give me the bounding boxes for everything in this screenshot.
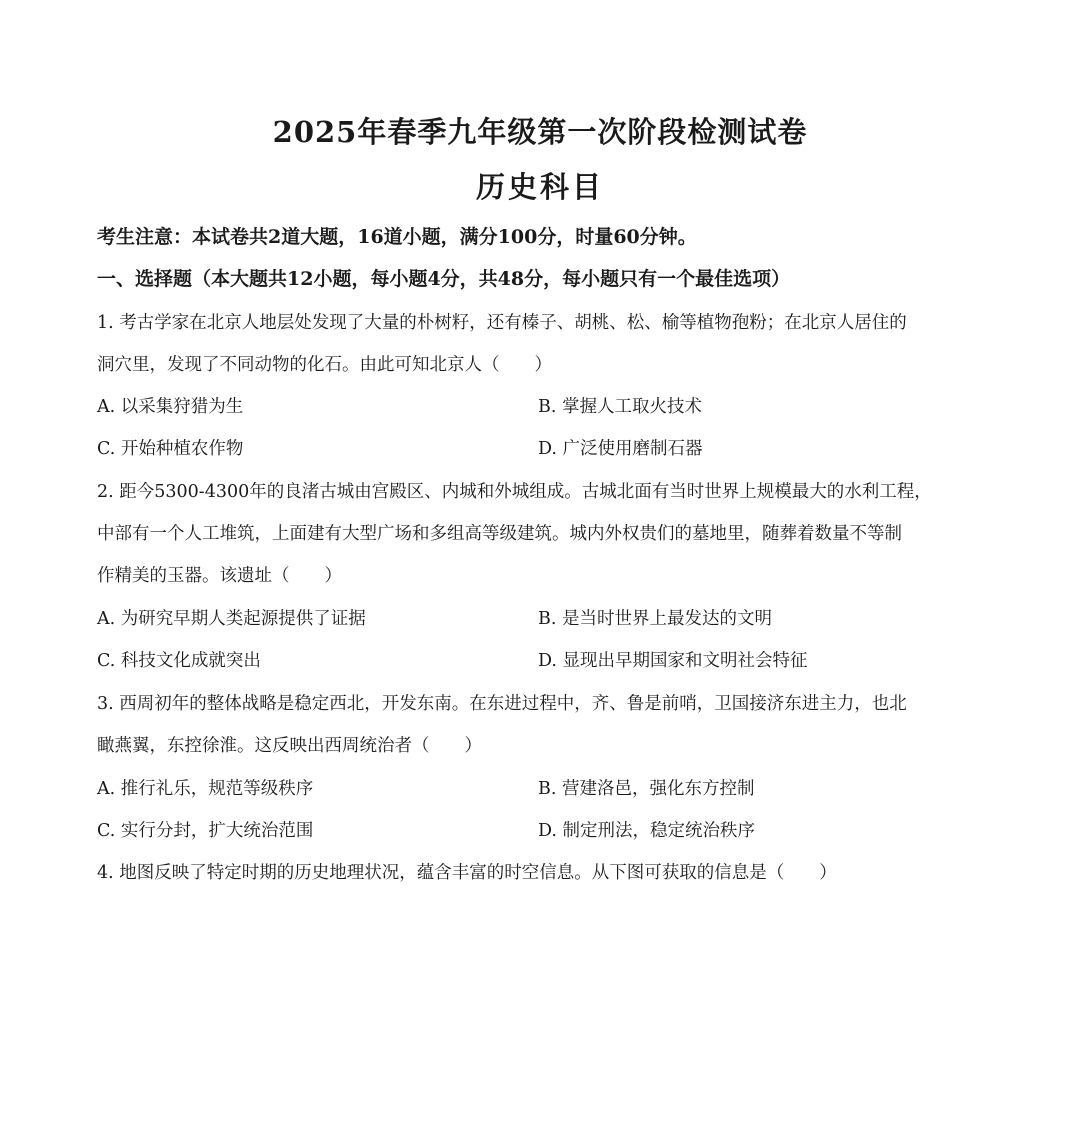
- question-2-option-d: D. 显现出早期国家和文明社会特征: [538, 651, 808, 671]
- question-3-option-a: A. 推行礼乐，规范等级秩序: [97, 779, 314, 799]
- question-2-stem-line-3: 作精美的玉器。该遗址（ ）: [97, 566, 342, 586]
- question-1-stem-line-2: 洞穴里，发现了不同动物的化石。由此可知北京人（ ）: [97, 355, 552, 375]
- question-3-option-c: C. 实行分封，扩大统治范围: [97, 821, 314, 841]
- question-2-stem-line-2: 中部有一个人工堆筑，上面建有大型广场和多组高等级建筑。城内外权贵们的墓地里，随葬着数量不等制: [97, 524, 902, 544]
- exam-title: 2025年春季九年级第一次阶段检测试卷: [272, 115, 808, 149]
- exam-subject: 历史科目: [475, 170, 604, 204]
- question-1-stem-line-1: 1. 考古学家在北京人地层处发现了大量的朴树籽，还有榛子、胡桃、松、榆等植物孢粉；在北京人居住的: [97, 313, 907, 333]
- question-3-stem-line-2: 瞰燕翼，东控徐淮。这反映出西周统治者（ ）: [97, 736, 482, 756]
- question-2-option-a: A. 为研究早期人类起源提供了证据: [97, 609, 366, 629]
- question-2-option-b: B. 是当时世界上最发达的文明: [538, 609, 772, 629]
- question-1-option-a: A. 以采集狩猎为生: [97, 397, 244, 417]
- question-1-option-d: D. 广泛使用磨制石器: [538, 439, 703, 459]
- question-3-stem-line-1: 3. 西周初年的整体战略是稳定西北，开发东南。在东进过程中，齐、鲁是前哨，卫国接济东进主力，也北: [97, 694, 907, 714]
- question-2-option-c: C. 科技文化成就突出: [97, 651, 261, 671]
- question-3-option-d: D. 制定刑法，稳定统治秩序: [538, 821, 756, 841]
- question-3-option-b: B. 营建洛邑，强化东方控制: [538, 779, 755, 799]
- section-heading: 一、选择题（本大题共12小题，每小题4分，共48分，每小题只有一个最佳选项）: [97, 268, 791, 290]
- exam-notice: 考生注意：本试卷共2道大题，16道小题，满分100分，时量60分钟。: [97, 226, 697, 248]
- question-4-stem-line-1: 4. 地图反映了特定时期的历史地理状况，蕴含丰富的时空信息。从下图可获取的信息是（ ）: [97, 863, 837, 883]
- question-1-option-c: C. 开始种植农作物: [97, 439, 244, 459]
- question-2-stem-line-1: 2. 距今5300-4300年的良渚古城由宫殿区、内城和外城组成。古城北面有当时世界上规模最大的水利工程，: [97, 482, 932, 502]
- question-1-option-b: B. 掌握人工取火技术: [538, 397, 702, 417]
